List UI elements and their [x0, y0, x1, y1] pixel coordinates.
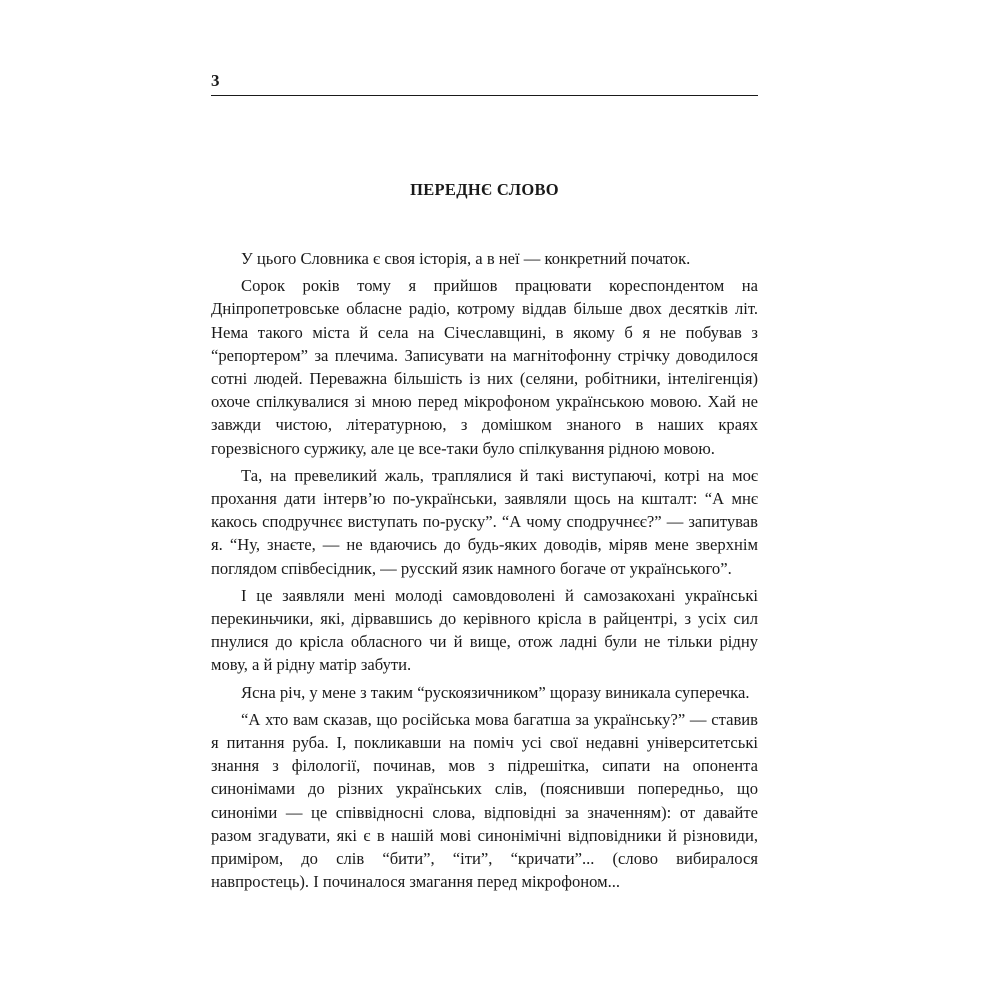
- body-text: [211, 247, 758, 893]
- paragraph: І це заявляли мені молоді самовдоволені й самозакохані українські перекиньчики, які, дірвавшись до керівного крісла в райцентрі, з усіх сил пнулися до крісла обласного чи й вище, отож ладні були не тільки рідну мову, а й рідну матір забути.: [211, 585, 758, 675]
- paragraph: Сорок років тому я прийшов працювати кореспондентом на Дніпропетровське обласне радіо, котрому віддав більше двох десятків літ. Нема такого міста й села на Січеславщині, в якому б я не побував з “репортером” за плечима. Записувати на магнітофонну стрічку доводилося сотні людей. Переважна більшість із них (селяни, робітники, інтелігенція) охоче спілкувалися зі мною перед мікрофоном українською мовою. Хай не завжди чистою, літературною, з домішком знаного в наших краях горезвісного суржику, але це все-таки було спілкування рідною мовою.: [211, 276, 758, 458]
- book-page: [211, 68, 758, 897]
- page-header: [211, 68, 758, 96]
- section-title: ПЕРЕДНЄ СЛОВО: [410, 180, 559, 199]
- paragraph: Ясна річ, у мене з таким “рускоязичником” щоразу виникала суперечка.: [241, 682, 750, 702]
- paragraph: У цього Словника є своя історія, а в неї — конкретний початок.: [241, 249, 691, 268]
- paragraph: “А хто вам сказав, що російська мова багатша за українську?” — ставив я питання руба. І, покликавши на поміч усі свої недавні університетські знання з філології, починав, мов з підрешітка, сипати на опонента синонімами до різних українських слів, (пояснивши попередньо, що синоніми — це співвідносні слова, відповідні за значенням): от давайте разом згадувати, які є в нашій мові синонімічні відповідники й різновиди, приміром, до слів “бити”, “іти”, “кричати”... (слово вибиралося навпростець). І починалося змагання перед мікрофоном...: [211, 709, 758, 892]
- paragraph: Та, на превеликий жаль, траплялися й такі виступаючі, котрі на моє прохання дати інтерв’ю по-українськи, заявляли щось на кшталт: “А мнє какось сподручнєє виступать по-руску”. “А чому сподручнєє?” — запитував я. “Ну, знаєте, — не вдаючись до будь-яких доводів, міряв мене зверхнім поглядом співбесідник, — русский язик намного богаче от українського”.: [211, 465, 758, 578]
- page-number: 3: [211, 71, 220, 90]
